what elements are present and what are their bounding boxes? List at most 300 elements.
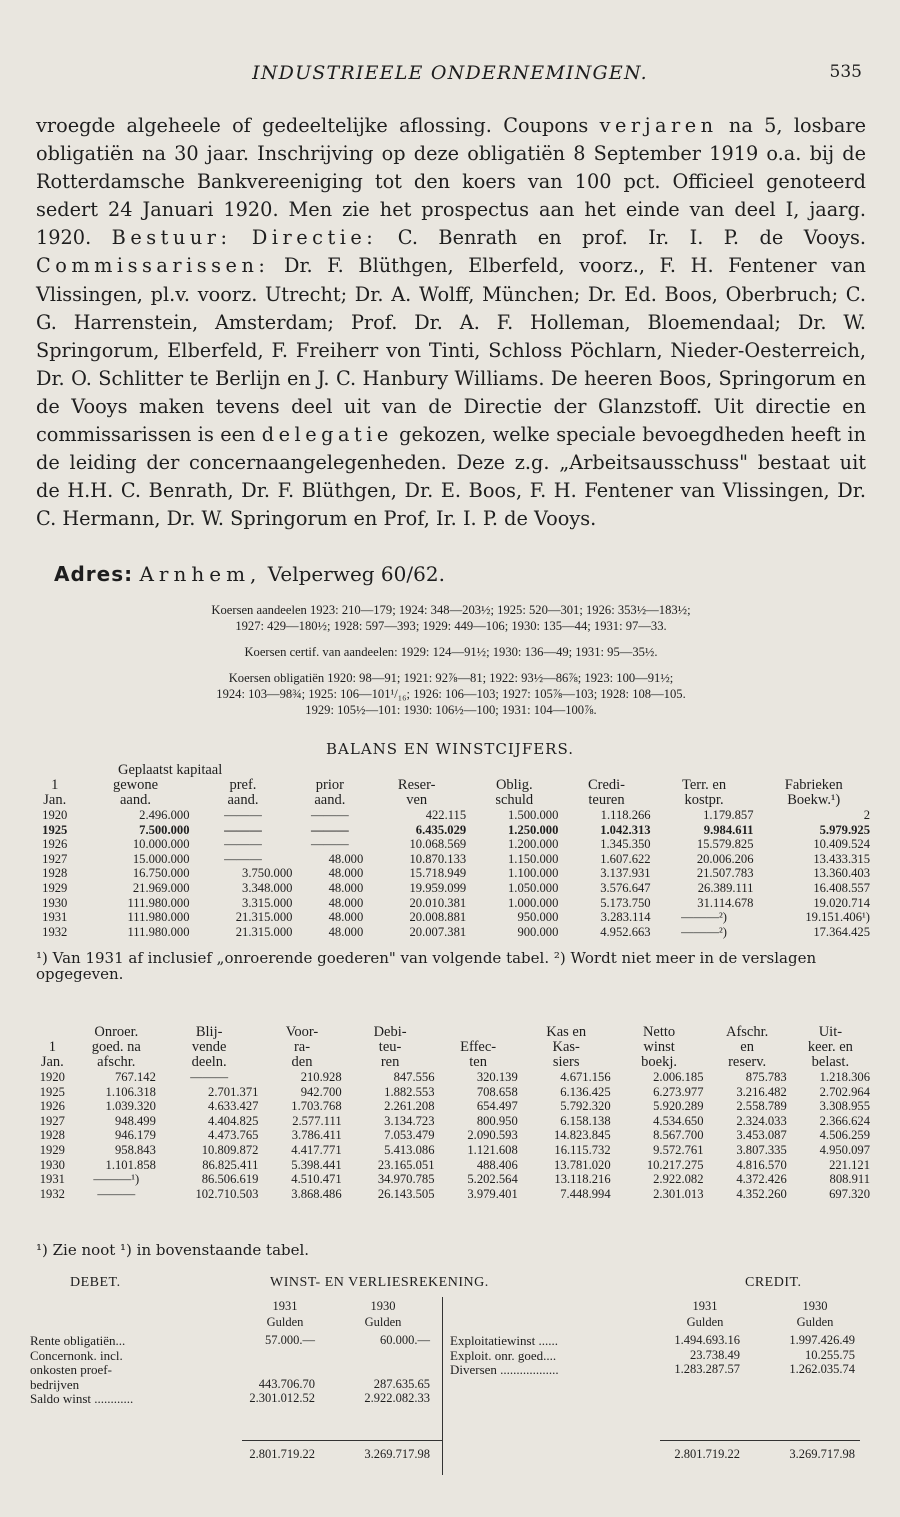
debet-value-1931: 443.706.70 [258, 1376, 315, 1391]
debet-label: onkosten proef- [30, 1362, 112, 1377]
table-cell: ——— [310, 808, 349, 822]
column-header: Debi- [373, 1024, 407, 1040]
table-cell: 1.607.622 [600, 851, 651, 866]
table-cell: 1.218.306 [819, 1070, 870, 1084]
table-cell: 1.179.857 [703, 808, 754, 822]
table-row [30, 1099, 872, 1114]
table-cell: 5.202.564 [467, 1172, 518, 1187]
table-cell: 1925 [39, 1084, 65, 1099]
table-cell: 7.448.994 [560, 1186, 611, 1201]
table-row [30, 866, 872, 881]
table-cell: 1.039.320 [105, 1099, 156, 1114]
debet-year-1931: 1931 [272, 1299, 298, 1313]
table-row [30, 837, 872, 852]
table-cell: 1.250.000 [508, 822, 559, 837]
column-header: Jan. [43, 792, 67, 808]
table-cell: 4.372.426 [736, 1172, 787, 1187]
credit-value-1931: 23.738.49 [690, 1347, 740, 1362]
credit-label: Exploit. onr. goed.... [450, 1347, 557, 1363]
table-cell: 48.000 [328, 880, 364, 895]
table-cell: 3.216.482 [736, 1084, 787, 1099]
table-cell: 2.496.000 [139, 808, 190, 822]
table-cell: 1929 [42, 880, 68, 895]
table-row [30, 1158, 872, 1173]
table-row [30, 896, 872, 911]
debet-value-1931: 57.000.— [265, 1333, 315, 1347]
table-cell: 210.928 [300, 1070, 342, 1084]
column-header: Fabrieken [784, 777, 843, 793]
table-cell: 2.090.593 [467, 1128, 518, 1143]
table-cell: ———²) [681, 924, 727, 939]
address-line [54, 562, 445, 586]
table-cell: 2.702.964 [819, 1084, 870, 1099]
table-cell: 1.106.318 [105, 1084, 156, 1099]
table-cell: 1930 [39, 1157, 65, 1172]
table-cell: 2.701.371 [208, 1084, 259, 1099]
table-cell: 5.413.086 [384, 1142, 435, 1157]
column-header: Credi- [587, 777, 625, 793]
credit-unit-1930: Gulden [796, 1315, 834, 1329]
table-cell: 2.558.789 [736, 1099, 787, 1114]
column-header: Blij- [195, 1024, 223, 1040]
table-cell: 654.497 [476, 1099, 518, 1114]
debet-unit-1931: Gulden [266, 1315, 304, 1329]
table-cell: 1932 [42, 924, 68, 939]
table-cell: 19.151.406¹) [805, 910, 870, 925]
column-header: Jan. [40, 1054, 64, 1070]
credit-heading: CREDIT. [745, 1275, 802, 1290]
credit-total-rule [660, 1440, 860, 1441]
column-header: goed. na [91, 1039, 141, 1055]
balance-table [30, 778, 872, 939]
table-cell: 2.366.624 [819, 1113, 870, 1128]
table-cell: 3.807.335 [736, 1142, 787, 1157]
column-header: pref. [229, 777, 257, 793]
table-cell: 4.950.097 [819, 1142, 870, 1157]
table-cell: 1.345.350 [600, 837, 651, 852]
table-cell: 10.409.524 [813, 837, 870, 852]
table-cell: 26.143.505 [377, 1186, 435, 1201]
table-cell: 1.050.000 [508, 880, 559, 895]
table-cell: 10.000.000 [132, 837, 190, 852]
koers-line: Koersen obligatiën 1920: 98—91; 1921: 92⅞—81; 1922: 93½—86⅞; 1923: 100—91½; [228, 671, 674, 685]
table-cell: 48.000 [328, 895, 364, 910]
table-cell: 800.950 [476, 1113, 518, 1128]
table-cell: 1.101.858 [105, 1157, 156, 1172]
credit-total-1931: 2.801.719.22 [674, 1447, 740, 1461]
table-cell: 1920 [42, 808, 68, 822]
column-header: deeln. [191, 1054, 227, 1070]
table-cell: 8.567.700 [653, 1128, 704, 1143]
table-cell: ——— [97, 1186, 136, 1201]
table-cell: 946.179 [114, 1128, 156, 1143]
description-paragraph: vroegde algeheele of gedeeltelijke aflossing. Coupons verjaren na 5, losbare obligatiën na 30 jaar. Inschrijving op deze obligatiën 8 September 1919 o.a. bij de Rotterdamsche Bankvereeniging tot den koers van 100 pct. Officieel genoteerd sedert 24 Januari 1920. Men zie het prospectus aan het einde van deel I, jaarg. 1920. Bestuur: Directie: C. Benrath en prof. Ir. I. P. de Vooys. Commissarissen: Dr. F. Blüthgen, Elberfeld, voorz., F. H. Fentener van Vlissingen, pl.v. voorz. Utrecht; Dr. A. Wolff, München; Dr. Ed. Boos, Oberbruch; C. G. Harrenstein, Amsterdam; Prof. Dr. A. F. Holleman, Bloemendaal; Dr. W. Springorum, Elberfeld, F. Freiherr von Tinti, Schloss Pöchlarn, Nieder-Oesterreich, Dr. O. Schlitter te Berlijn en J. C. Hanbury Williams. De heeren Boos, Springorum en de Vooys maken tevens deel uit van de Directie der Glanzstoff. Uit directie en commissarissen is een delegatie gekozen, welke speciale bevoegdheden heeft in de leiding der concernaangelegenheden. Deze z.g. „Arbeitsausschuss" bestaat uit de H.H. C. Benrath, Dr. F. Blüthgen, Dr. E. Boos, F. H. Fentener van Vlissingen, Dr. C. Hermann, Dr. W. Springorum en Prof, Ir. I. P. de Vooys. [36, 114, 866, 531]
table-cell: 21.969.000 [132, 880, 190, 895]
running-title: INDUSTRIEELE ONDERNEMINGEN. [252, 62, 648, 84]
table-row [30, 910, 872, 925]
table-row [30, 1128, 872, 1143]
credit-label: Diversen .................. [450, 1362, 559, 1377]
table-cell: 2.301.013 [653, 1186, 704, 1201]
table-cell: 1925 [42, 822, 68, 837]
table-cell: 3.750.000 [242, 866, 293, 881]
column-header [30, 1025, 75, 1040]
table-cell: 13.433.315 [813, 851, 870, 866]
column-header: ten [469, 1054, 487, 1070]
table-cell: 5.792.320 [560, 1099, 611, 1114]
table-cell: 948.499 [114, 1113, 156, 1128]
table-cell: 4.417.771 [291, 1142, 342, 1157]
asset-header-row [30, 1040, 872, 1055]
table-row [30, 1085, 872, 1100]
table-cell: 20.008.881 [409, 910, 467, 925]
table-cell: 1926 [42, 837, 68, 852]
credit-total-1930: 3.269.717.98 [789, 1447, 855, 1461]
table-cell: 16.115.732 [554, 1142, 611, 1157]
credit-value-1931: 1.494.693.16 [674, 1333, 740, 1347]
table-row [30, 1070, 872, 1085]
share-prices [36, 602, 866, 634]
koers-line: Koersen aandeelen 1923: 210—179; 1924: 348—203½; 1925: 520—301; 1926: 353½—183½; [211, 603, 691, 617]
bond-prices [36, 670, 866, 718]
credit-value-1930: 10.255.75 [805, 1347, 855, 1362]
table-cell: 422.115 [425, 808, 467, 822]
table-cell: 1927 [39, 1113, 65, 1128]
table-cell: 1.121.608 [467, 1142, 518, 1157]
table-cell: 3.137.931 [600, 866, 651, 881]
profit-loss-title: WINST- EN VERLIESREKENING. [270, 1275, 489, 1290]
column-header: reserv. [728, 1054, 767, 1070]
balance-title: BALANS EN WINSTCIJFERS. [326, 740, 574, 758]
table-cell: 1.042.313 [600, 822, 651, 837]
table-cell: 31.114.678 [697, 895, 754, 910]
table-cell: 3.315.000 [242, 895, 293, 910]
table-cell: 9.984.611 [703, 822, 754, 837]
column-header: Oblig. [495, 777, 533, 793]
table-cell: 2.261.208 [384, 1099, 435, 1114]
table-cell: 6.158.138 [560, 1113, 611, 1128]
table-cell: 4.952.663 [600, 924, 651, 939]
table-cell: 111.980.000 [127, 910, 190, 925]
table-cell: 21.315.000 [235, 910, 293, 925]
table-cell: 4.633.427 [208, 1099, 259, 1114]
table-cell: 17.364.425 [813, 924, 870, 939]
table-cell: 20.006.206 [696, 851, 754, 866]
table-cell: 7.053.479 [384, 1128, 435, 1143]
column-header: afschr. [97, 1054, 136, 1070]
table-cell: 19.959.099 [409, 880, 467, 895]
table-cell: 10.068.569 [409, 837, 467, 852]
table-cell: 900.000 [517, 924, 559, 939]
table-cell: 21.507.783 [696, 866, 754, 881]
table-cell: 48.000 [328, 851, 364, 866]
table-cell: 875.783 [745, 1070, 787, 1084]
column-header: aand. [227, 792, 259, 808]
column-header: teuren [588, 792, 625, 808]
table-cell: 1929 [39, 1142, 65, 1157]
debet-value-1931: 2.301.012.52 [249, 1391, 315, 1405]
table-cell: 320.139 [476, 1070, 518, 1084]
column-header: Voor- [285, 1024, 319, 1040]
debet-total-1930: 3.269.717.98 [364, 1447, 430, 1461]
debet-value-1930: 60.000.— [380, 1333, 430, 1347]
credit-value-1931: 1.283.287.57 [674, 1362, 740, 1376]
column-header: ren [380, 1054, 400, 1070]
table-cell: 13.118.216 [554, 1172, 611, 1187]
table-cell: 4.510.471 [291, 1172, 342, 1187]
table-cell: 1931 [42, 910, 68, 925]
column-header: aand. [314, 792, 346, 808]
table-cell: 1.500.000 [508, 808, 559, 822]
table-cell: 20.010.381 [409, 895, 467, 910]
koers-line: Koersen certif. van aandeelen: 1929: 124—91½; 1930: 136—49; 1931: 95—35½. [244, 645, 658, 659]
table-cell: 5.398.441 [291, 1157, 342, 1172]
table-cell: ——— [224, 837, 262, 852]
debet-label: Concernonk. incl. [30, 1347, 123, 1363]
table-cell: 16.408.557 [813, 880, 870, 895]
column-header: 1 [51, 777, 59, 793]
debet-total-1931: 2.801.719.22 [249, 1447, 315, 1461]
table-cell: 48.000 [328, 910, 364, 925]
column-header: Onroer. [94, 1024, 139, 1040]
column-header: siers [552, 1054, 580, 1070]
table-cell: 2.006.185 [653, 1070, 704, 1084]
column-header: Uit- [818, 1024, 843, 1040]
column-header: en [740, 1039, 754, 1055]
table-cell: 3.348.000 [242, 880, 293, 895]
column-header: belast. [811, 1054, 850, 1070]
table-cell: 942.700 [300, 1084, 342, 1099]
table-row [30, 881, 872, 896]
table-cell: 4.506.259 [819, 1128, 870, 1143]
debet-year-1930: 1930 [370, 1299, 396, 1313]
debet-value-1930: 2.922.082.33 [364, 1391, 430, 1405]
column-header: Afschr. [725, 1024, 769, 1040]
column-header: teu- [378, 1039, 402, 1055]
credit-unit-1931: Gulden [686, 1315, 724, 1329]
table-cell: ———¹) [93, 1172, 140, 1187]
table-cell: 697.320 [829, 1186, 870, 1201]
balance-footnote: ¹) Van 1931 af inclusief „onroerende goederen" van volgende tabel. ²) Wordt niet meer in de verslagen opgegeven. [36, 949, 817, 983]
table-cell: 48.000 [328, 866, 364, 881]
table-cell: 16.750.000 [132, 866, 190, 881]
table-cell: 111.980.000 [127, 895, 190, 910]
table-cell: 3.308.955 [819, 1099, 870, 1114]
column-header: 1 [48, 1039, 56, 1055]
table-cell: 958.843 [114, 1142, 156, 1157]
page-header [0, 62, 900, 92]
table-row [30, 1187, 872, 1202]
column-header: Kas en [546, 1024, 587, 1040]
table-cell: 48.000 [328, 924, 364, 939]
balance-header-row [30, 778, 872, 793]
asset-table [30, 1025, 872, 1201]
credit-label: Exploitatiewinst ...... [450, 1333, 558, 1348]
table-cell: 102.710.503 [195, 1186, 259, 1201]
certificate-prices [36, 644, 866, 660]
table-cell: 14.823.845 [553, 1128, 611, 1143]
debet-heading: DEBET. [70, 1275, 121, 1290]
column-header: Terr. en [682, 777, 727, 793]
table-cell: 1.150.000 [508, 851, 559, 866]
table-cell: 15.579.825 [696, 837, 754, 852]
table-cell: 1.118.266 [600, 808, 651, 822]
column-header: den [291, 1054, 313, 1070]
table-cell: 1926 [39, 1099, 65, 1114]
table-cell: 3.979.401 [467, 1186, 518, 1201]
table-cell: 34.970.785 [377, 1172, 435, 1187]
table-cell: 4.671.156 [560, 1070, 611, 1084]
account-divider [442, 1297, 443, 1475]
table-cell: 221.121 [829, 1157, 870, 1172]
column-header: prior [315, 777, 344, 793]
table-cell: 86.506.619 [201, 1172, 259, 1187]
debet-total-rule [242, 1440, 442, 1441]
table-cell: 3.453.087 [736, 1128, 787, 1143]
table-cell: ——— [224, 808, 262, 822]
table-cell: 4.816.570 [736, 1157, 787, 1172]
table-row [30, 823, 872, 838]
table-cell: 10.217.275 [646, 1157, 704, 1172]
table-cell: 13.781.020 [553, 1157, 611, 1172]
column-header: boekj. [641, 1054, 677, 1070]
table-cell: 1.703.768 [291, 1099, 342, 1114]
column-header: Netto [642, 1024, 676, 1040]
table-cell: ——— [224, 851, 262, 866]
table-cell: 1.200.000 [508, 837, 559, 852]
table-cell: 1.000.000 [508, 895, 559, 910]
company-description [36, 112, 866, 533]
asset-footnote: ¹) Zie noot ¹) in bovenstaande tabel. [36, 1241, 310, 1259]
table-cell: 111.980.000 [127, 924, 190, 939]
table-cell: 1.100.000 [508, 866, 559, 881]
column-header: kostpr. [684, 792, 724, 808]
profit-loss-account [30, 1275, 875, 1475]
column-header: gewone [112, 777, 159, 793]
table-cell: 86.825.411 [202, 1157, 259, 1172]
debet-value-1930: 287.635.65 [373, 1376, 430, 1391]
column-header: winst [643, 1039, 675, 1055]
table-row [30, 1172, 872, 1187]
table-cell: 1932 [39, 1186, 65, 1201]
column-header: vende [191, 1039, 227, 1055]
table-cell: 2 [863, 808, 870, 822]
table-cell: 708.658 [476, 1084, 518, 1099]
debet-label: Rente obligatiën... [30, 1333, 126, 1348]
table-cell: 808.911 [829, 1172, 870, 1187]
column-header: Boekw.¹) [787, 792, 841, 808]
table-cell: 13.360.403 [813, 866, 870, 881]
table-cell: 10.809.872 [201, 1142, 259, 1157]
table-cell: 6.435.029 [415, 822, 467, 837]
column-header: schuld [495, 792, 534, 808]
table-row [30, 1143, 872, 1158]
table-cell: ——— [310, 837, 349, 852]
koers-line: 1927: 429—180½; 1928: 597—393; 1929: 449—106; 1930: 135—44; 1931: 97—33. [235, 619, 667, 633]
table-cell: 6.136.425 [560, 1084, 611, 1099]
table-row [30, 925, 872, 940]
column-header: Kas- [552, 1039, 580, 1055]
address-label: Adres: [54, 562, 134, 586]
asset-header-row [30, 1055, 872, 1070]
table-cell: 4.352.260 [736, 1186, 787, 1201]
table-cell: 20.007.381 [409, 924, 467, 939]
asset-header-row [30, 1025, 872, 1040]
table-cell: 26.389.111 [697, 880, 754, 895]
credit-year-1931: 1931 [692, 1299, 718, 1313]
debet-unit-1930: Gulden [364, 1315, 402, 1329]
credit-value-1930: 1.997.426.49 [789, 1333, 855, 1347]
koers-line: 1929: 105½—101: 1930: 106½—100; 1931: 104—100⅞. [305, 703, 597, 717]
table-cell: 1928 [39, 1128, 65, 1143]
table-cell: 7.500.000 [139, 822, 190, 837]
table-cell: 488.406 [476, 1157, 518, 1172]
table-cell: 3.868.486 [291, 1186, 342, 1201]
table-cell: 2.324.033 [736, 1113, 787, 1128]
table-cell: 847.556 [393, 1070, 435, 1084]
table-cell: ——— [310, 822, 349, 837]
table-cell: 3.134.723 [384, 1113, 435, 1128]
table-cell: 2.922.082 [653, 1172, 704, 1187]
table-cell: 4.404.825 [208, 1113, 259, 1128]
column-header: ra- [293, 1039, 311, 1055]
table-cell: 1927 [42, 851, 68, 866]
column-header: Reser- [397, 777, 436, 793]
table-cell: 4.534.650 [653, 1113, 704, 1128]
table-cell: 5.979.925 [819, 822, 870, 837]
table-cell: 15.718.949 [409, 866, 467, 881]
table-cell: 23.165.051 [377, 1157, 435, 1172]
table-cell: 15.000.000 [132, 851, 190, 866]
table-cell: 6.273.977 [653, 1084, 704, 1099]
table-cell: 3.283.114 [600, 910, 651, 925]
column-header: aand. [120, 792, 151, 808]
table-row [30, 1114, 872, 1129]
table-cell: ——— [224, 822, 262, 837]
table-cell: 21.315.000 [235, 924, 293, 939]
address-city: Arnhem, [139, 562, 262, 586]
balance-header-row [30, 793, 872, 808]
table-cell: 1931 [39, 1172, 65, 1187]
table-cell: 2.577.111 [292, 1113, 342, 1128]
table-cell: ———²) [681, 910, 727, 925]
table-cell: 1930 [42, 895, 68, 910]
table-cell: ——— [190, 1070, 229, 1084]
table-cell: 950.000 [517, 910, 559, 925]
table-cell: 5.920.289 [653, 1099, 704, 1114]
table-cell: 1928 [42, 866, 68, 881]
debet-label: bedrijven [30, 1376, 80, 1392]
table-cell: 3.576.647 [600, 880, 651, 895]
column-header: keer. en [807, 1039, 853, 1055]
credit-value-1930: 1.262.035.74 [789, 1362, 855, 1376]
table-cell: 1920 [39, 1070, 65, 1084]
table-cell: 19.020.714 [813, 895, 870, 910]
table-cell: 1.882.553 [384, 1084, 435, 1099]
koers-line: 1924: 103—98¾; 1925: 106—101¹/₁₆; 1926: 106—103; 1927: 105⅞—103; 1928: 108—105. [216, 687, 686, 701]
address-street: Velperweg 60/62. [267, 562, 445, 586]
column-header [437, 1025, 520, 1040]
table-cell: 10.870.133 [409, 851, 467, 866]
table-cell: 3.786.411 [291, 1128, 342, 1143]
page-number: 535 [829, 62, 862, 82]
capital-group-header: Geplaatst kapitaal [118, 762, 223, 778]
table-row [30, 852, 872, 867]
table-cell: 4.473.765 [208, 1128, 259, 1143]
column-header: Effec- [460, 1039, 497, 1055]
table-cell: 9.572.761 [653, 1142, 704, 1157]
column-header: ven [406, 792, 428, 808]
